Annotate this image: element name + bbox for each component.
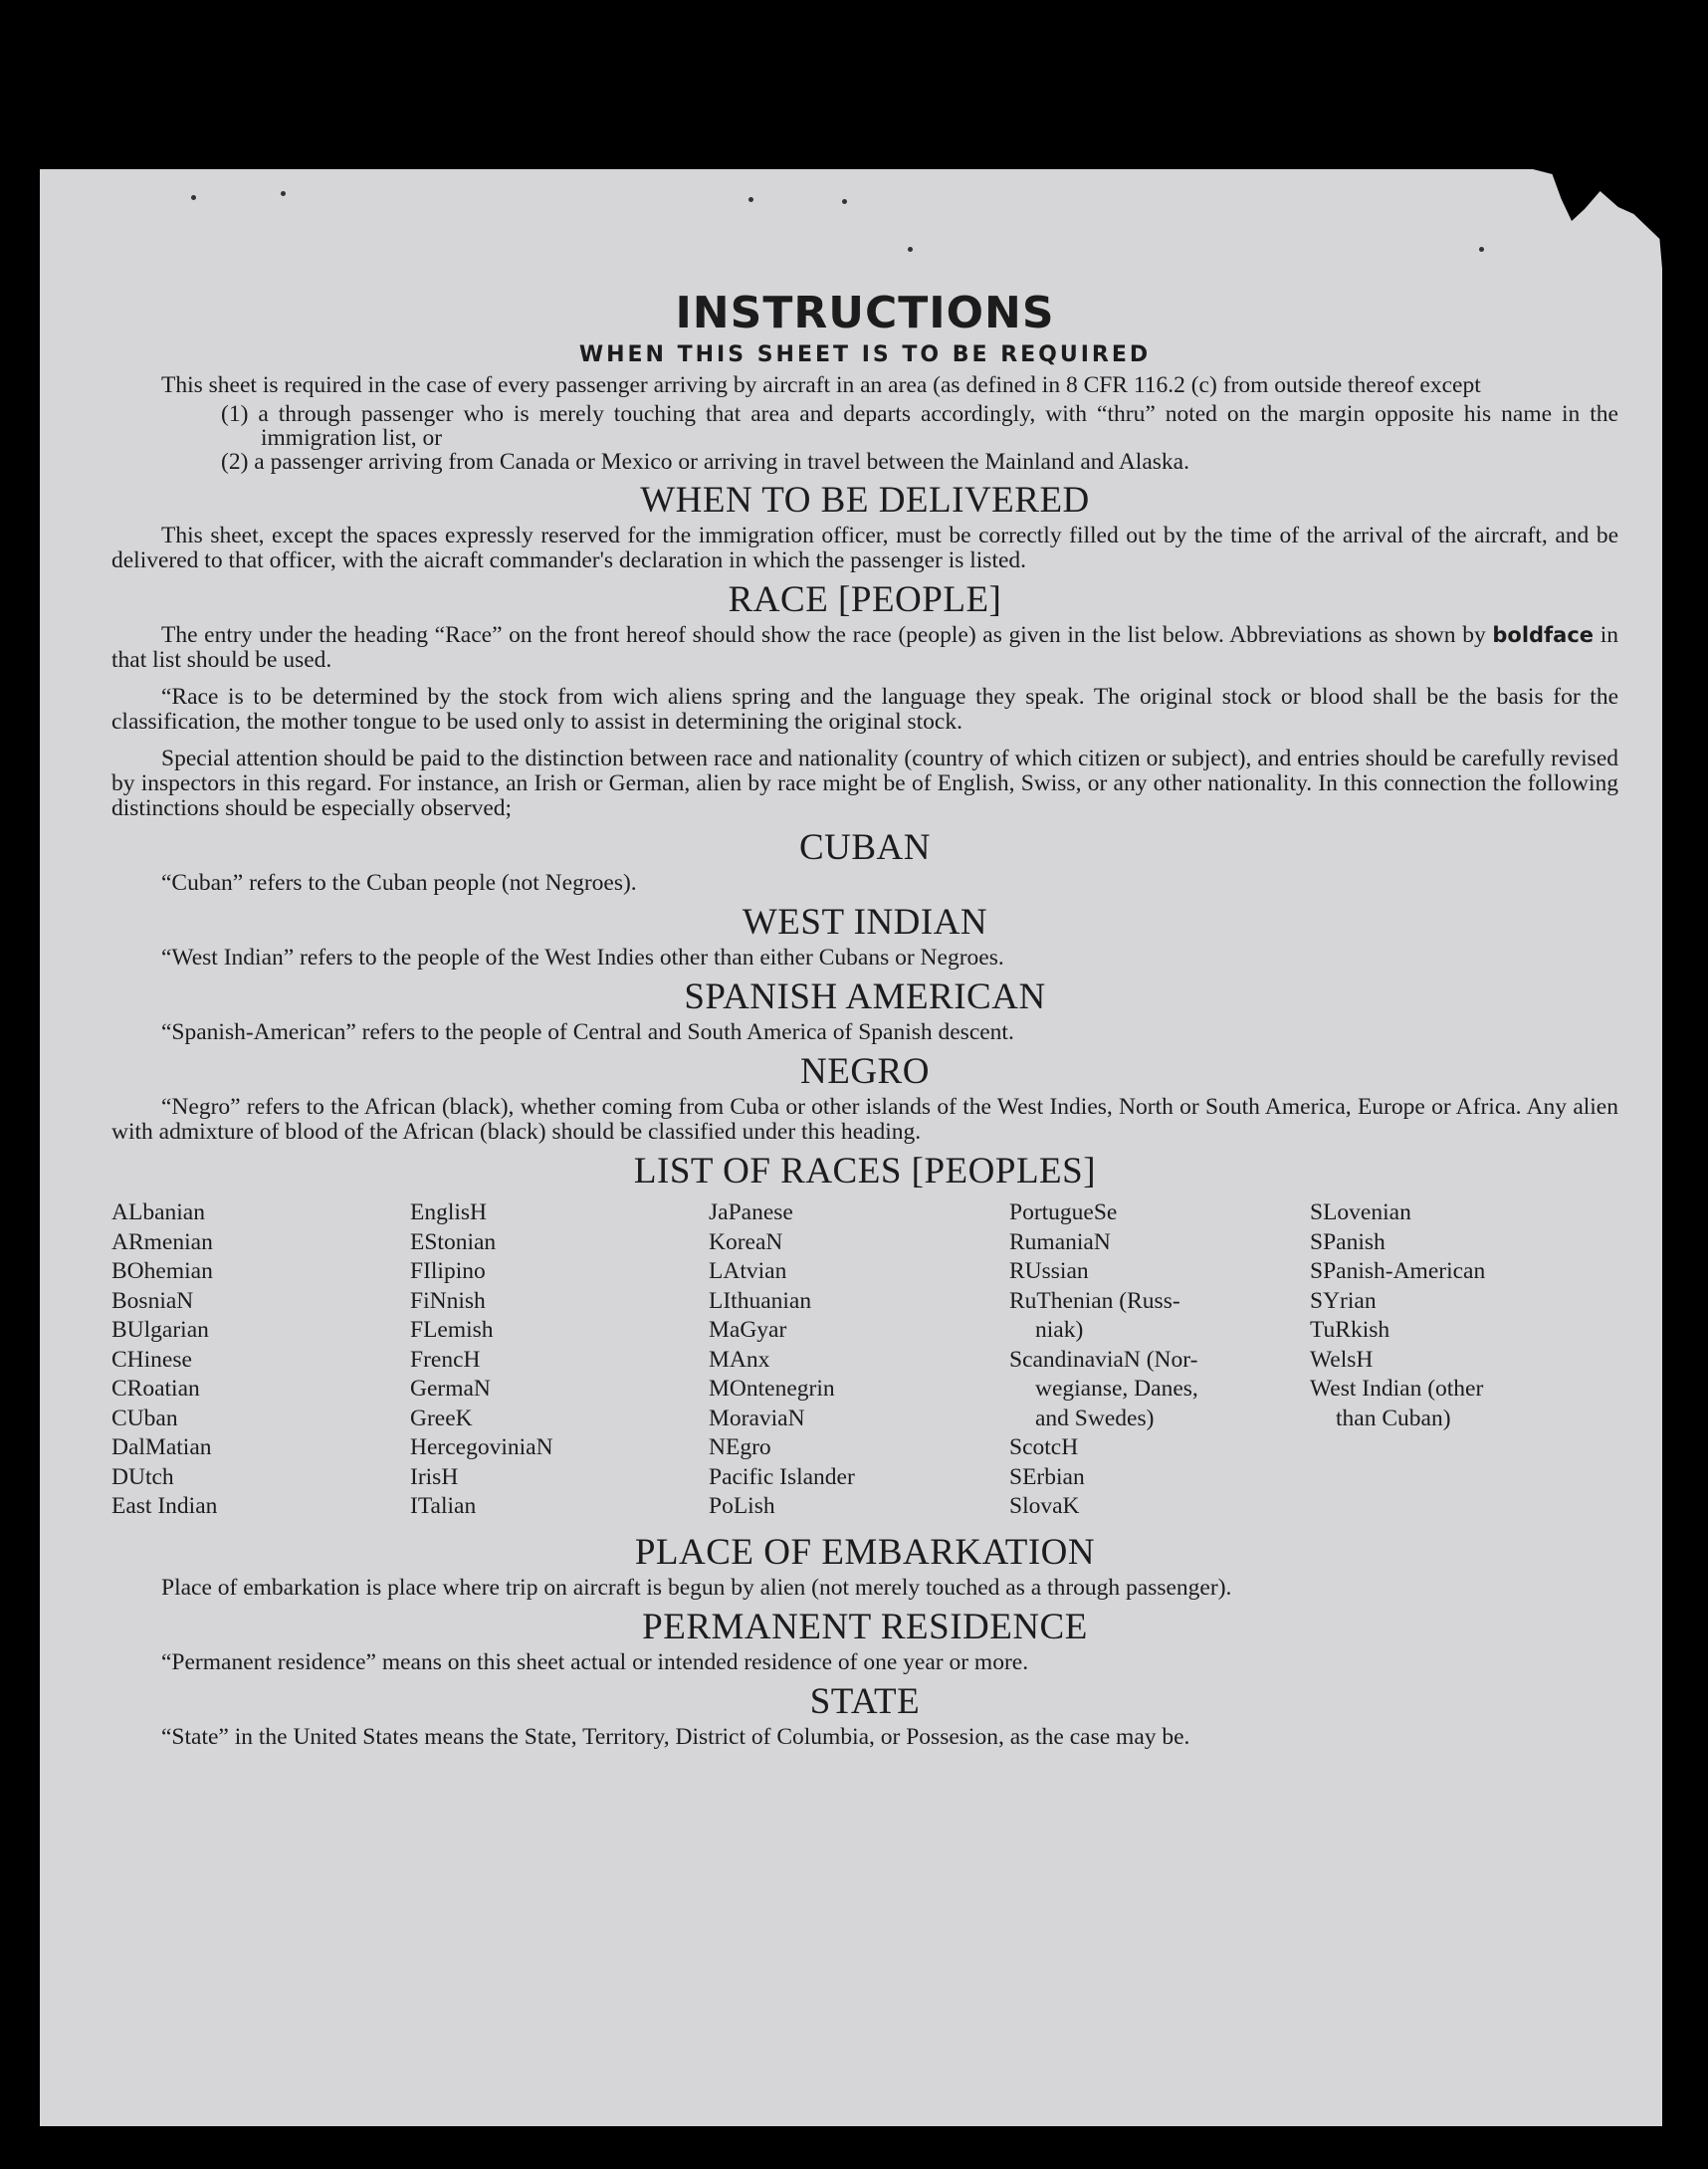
race-item: East Indian (111, 1493, 218, 1519)
race-item: LIthuanian (709, 1287, 812, 1314)
race-text-end: in that list should be used. (111, 622, 1618, 673)
race-item-continued: than Cuban) (1336, 1405, 1451, 1431)
race-item: DalMatian (111, 1434, 212, 1460)
speck (1479, 247, 1484, 252)
race-item: HercegoviniaN (410, 1434, 553, 1460)
race-item: FrencH (410, 1346, 481, 1373)
race-item: MaGyar (709, 1317, 787, 1343)
section-heading-delivered: WHEN TO BE DELIVERED (640, 480, 1090, 521)
race-item: MoraviaN (709, 1405, 805, 1431)
race-item: SPanish-American (1310, 1258, 1486, 1284)
residence-paragraph: “Permanent residence” means on this sheet actual or intended residence of one year or more. (161, 1648, 1029, 1675)
section-heading-west-indian: WEST INDIAN (742, 902, 988, 943)
race-item: CRoatian (111, 1376, 200, 1402)
race-item: CHinese (111, 1346, 192, 1373)
spanish-american-paragraph: “Spanish-American” refers to the people of Central and South America of Spanish descent. (161, 1019, 1014, 1045)
race-item-continued: wegianse, Danes, (1035, 1376, 1198, 1402)
race-item: TuRkish (1310, 1317, 1390, 1343)
race-item: PoLish (709, 1493, 775, 1519)
intro-paragraph: This sheet is required in the case of every passenger arriving by aircraft in an area (as defined in 8 CFR 116.2 (c) from outside thereof except (161, 372, 1481, 398)
page-title: INSTRUCTIONS (675, 288, 1055, 338)
section-heading-race-list: LIST OF RACES [PEOPLES] (633, 1151, 1097, 1192)
race-item: SYrian (1310, 1287, 1377, 1314)
race-item: SPanish (1310, 1228, 1386, 1255)
race-item: GreeK (410, 1405, 473, 1431)
race-item: CUban (111, 1405, 178, 1431)
race-item: RumaniaN (1009, 1228, 1111, 1255)
race-item: JaPanese (709, 1199, 793, 1225)
race-item: EnglisH (410, 1199, 488, 1225)
race-item: MAnx (709, 1346, 770, 1373)
race-item: WelsH (1310, 1346, 1374, 1373)
race-item: SlovaK (1009, 1493, 1080, 1519)
page-subtitle: WHEN THIS SHEET IS TO BE REQUIRED (578, 342, 1152, 367)
race-item: NEgro (709, 1434, 771, 1460)
race-item: RuThenian (Russ- (1009, 1287, 1180, 1314)
race-item: RUssian (1009, 1258, 1089, 1284)
speck (281, 191, 286, 196)
document-page (40, 169, 1662, 2126)
race-item: Pacific Islander (709, 1463, 855, 1490)
race-column-5 (1310, 1198, 1618, 1522)
race-item: SErbian (1009, 1463, 1085, 1490)
section-heading-residence: PERMANENT RESIDENCE (642, 1606, 1088, 1647)
race-column-1 (111, 1198, 410, 1522)
speck (748, 197, 753, 202)
race-item: BOhemian (111, 1258, 213, 1284)
race-item: MOntenegrin (709, 1376, 835, 1402)
west-indian-paragraph: “West Indian” refers to the people of the West Indies other than either Cubans or Negroes. (161, 945, 1004, 971)
section-heading-race: RACE [PEOPLE] (728, 579, 1002, 620)
race-item: FIlipino (410, 1258, 486, 1284)
race-item: ScotcH (1009, 1434, 1079, 1460)
race-item: ScandinaviaN (Nor- (1009, 1346, 1198, 1373)
exception-2: (2) a passenger arriving from Canada or Mexico or arriving in travel between the Mainland and Alaska. (221, 449, 1189, 475)
race-item: ALbanian (111, 1199, 205, 1225)
torn-corner (1533, 169, 1662, 269)
speck (908, 247, 913, 252)
race-item: PortugueSe (1009, 1199, 1118, 1225)
race-item-continued: and Swedes) (1035, 1405, 1155, 1431)
race-column-2 (410, 1198, 709, 1522)
race-item: EStonian (410, 1228, 497, 1255)
speck (842, 199, 847, 204)
speck (191, 195, 196, 200)
race-item: BosniaN (111, 1287, 194, 1314)
race-item: ITalian (410, 1493, 477, 1519)
race-item: FiNnish (410, 1287, 486, 1314)
state-paragraph: “State” in the United States means the State, Territory, District of Columbia, or Possesion, as the case may be. (161, 1723, 1190, 1750)
race-text-start: The entry under the heading “Race” on the front hereof should show the race (people) as given in the list below. Abbreviations as shown by (161, 622, 1493, 648)
race-list (111, 1198, 1618, 1522)
race-item: West Indian (other (1310, 1376, 1484, 1402)
race-item: ARmenian (111, 1228, 213, 1255)
race-item: DUtch (111, 1463, 174, 1490)
race-item: GermaN (410, 1376, 491, 1402)
section-heading-state: STATE (809, 1680, 921, 1722)
negro-paragraph: “Negro” refers to the African (black), whether coming from Cuba or other islands of the West Indies, North or South America, Europe or Africa. Any alien with admixture of blood of the African (black) should be classified under this heading. (111, 1094, 1618, 1145)
embarkation-paragraph: Place of embarkation is place where trip on aircraft is begun by alien (not merely touched as a through passenger). (161, 1574, 1232, 1601)
race-paragraph-2: “Race is to be determined by the stock from wich aliens spring and the language they speak. The original stock or blood shall be the basis for the classification, the mother tongue to be used only to assist in determining the original stock. (111, 684, 1618, 735)
boldface-word: boldface (1492, 623, 1595, 647)
exception-1: (1) a through passenger who is merely touching that area and departs accordingly, with “thru” noted on the margin opposite his name in the immigration list, or (221, 401, 1618, 451)
cuban-paragraph: “Cuban” refers to the Cuban people (not Negroes). (161, 870, 637, 896)
section-heading-negro: NEGRO (800, 1051, 930, 1092)
section-heading-embarkation: PLACE OF EMBARKATION (634, 1531, 1096, 1573)
race-item-continued: niak) (1035, 1317, 1084, 1343)
race-item: KoreaN (709, 1228, 783, 1255)
section-heading-cuban: CUBAN (798, 827, 932, 868)
race-item: BUlgarian (111, 1317, 209, 1343)
race-column-3 (709, 1198, 1009, 1522)
race-column-4 (1009, 1198, 1310, 1522)
document-content (111, 287, 1618, 1754)
race-paragraph-1 (111, 623, 1618, 673)
race-item: SLovenian (1310, 1199, 1411, 1225)
race-item: IrisH (410, 1463, 459, 1490)
race-item: FLemish (410, 1317, 494, 1343)
delivered-paragraph: This sheet, except the spaces expressly reserved for the immigration officer, must be correctly filled out by the time of the arrival of the aircraft, and be delivered to that officer, with the aicraft commander's declaration in which the passenger is listed. (111, 523, 1618, 573)
race-paragraph-3: Special attention should be paid to the distinction between race and nationality (country of which citizen or subject), and entries should be carefully revised by inspectors in this regard. For instance, an Irish or German, alien by race might be of English, Swiss, or any other nationality. In this connection the following distinctions should be especially observed; (111, 746, 1618, 821)
section-heading-spanish-american: SPANISH AMERICAN (684, 976, 1046, 1017)
race-item: LAtvian (709, 1258, 787, 1284)
